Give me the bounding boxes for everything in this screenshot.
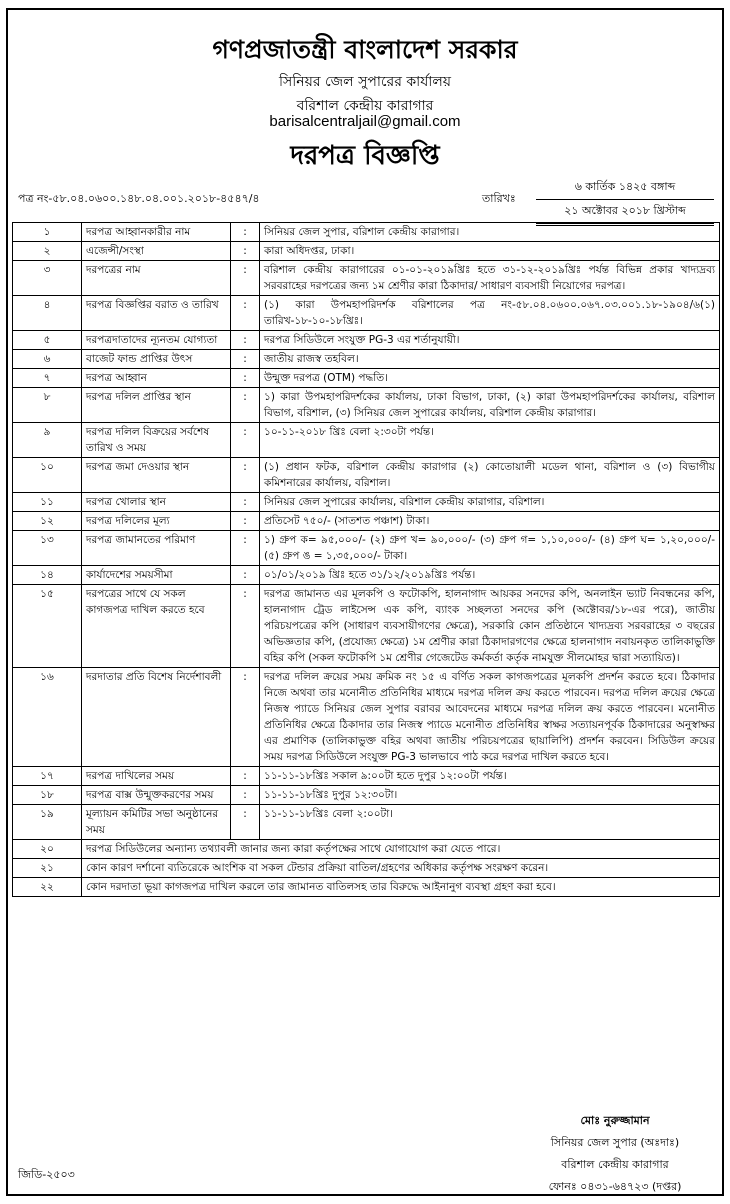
table-row (13, 423, 720, 458)
row-value: প্রতিসেট ৭৫০/- (সাতশত পঞ্চাশ) টাকা। (260, 512, 720, 531)
table-row (13, 458, 720, 493)
row-number: ২ (13, 242, 82, 261)
row-value: কারা অধিদপ্তর, ঢাকা। (260, 242, 720, 261)
row-value: দরপত্র সিডিউলে সংযুক্ত PG-3 এর শর্তানুযায়ী। (260, 331, 720, 350)
government-heading: গণপ্রজাতন্ত্রী বাংলাদেশ সরকার (212, 35, 518, 64)
table-row (13, 388, 720, 423)
row-label: দরপত্রের সাথে যে সকল কাগজপত্র দাখিল করতে হবে (82, 585, 231, 668)
row-label: দরপত্র বাক্স উন্মুক্তকরণের সময় (82, 786, 231, 805)
office-name: সিনিয়র জেল সুপারের কার্যালয় (278, 74, 452, 90)
table-row (13, 668, 720, 767)
row-label: দরপত্র দলিলের মূল্য (82, 512, 231, 531)
date-bangla: ৬ কার্তিক ১৪২৫ বঙ্গাব্দ (536, 176, 714, 200)
row-label: দরপত্র দাখিলের সময় (82, 767, 231, 786)
row-value: ১১-১১-১৮খ্রিঃ দুপুর ১২:৩০টা। (260, 786, 720, 805)
row-colon: : (231, 458, 260, 493)
row-colon: : (231, 223, 260, 242)
row-label: দরপত্রের নাম (82, 261, 231, 296)
row-number: ১২ (13, 512, 82, 531)
note-number: ২২ (13, 878, 82, 897)
notice-title: দরপত্র বিজ্ঞপ্তি (290, 141, 440, 171)
row-number: ১৯ (13, 805, 82, 840)
row-colon: : (231, 388, 260, 423)
row-colon: : (231, 493, 260, 512)
row-value: ০১/০১/২০১৯ খ্রিঃ হতে ৩১/১২/২০১৯খ্রিঃ পর্যন্ত। (260, 566, 720, 585)
date-english: ২১ অক্টোবর ২০১৮ খ্রিস্টাব্দ (536, 200, 714, 226)
row-colon: : (231, 531, 260, 566)
table-row (13, 242, 720, 261)
row-number: ৬ (13, 350, 82, 369)
row-label: দরপত্র জামানতের পরিমাণ (82, 531, 231, 566)
row-value: বরিশাল কেন্দ্রীয় কারাগারের ০১-০১-২০১৯খ্রিঃ হতে ৩১-১২-২০১৯খ্রিঃ পর্যন্ত বিভিন্ন প্রকার খাদ্যদ্রব্য সরবরাহের দরপত্রের জন্য ১ম শ্রেণীর কারা ঠিকাদার/ সাধারণ ব্যবসায়ী নিয়োগের দরপত্র। (260, 261, 720, 296)
table-row (13, 566, 720, 585)
row-value: ১১-১১-১৮খ্রিঃ সকাল ৯:০০টা হতে দুপুর ১২:০০টা পর্যন্ত। (260, 767, 720, 786)
row-number: ১৮ (13, 786, 82, 805)
row-label: দরপত্র খোলার স্থান (82, 493, 231, 512)
row-label: দরপত্রদাতাদের ন্যূনতম যোগ্যতা (82, 331, 231, 350)
row-label: দরপত্র আহ্বানকারীর নাম (82, 223, 231, 242)
note-text: কোন দরদাতা ভূয়া কাগজপত্র দাখিল করলে তার জামানত বাতিলসহ তার বিরুদ্ধে আইনানুগ ব্যবস্থা গ্রহণ করা হবে। (82, 878, 720, 897)
note-row (13, 840, 720, 859)
table-row (13, 531, 720, 566)
row-label: দরপত্র দলিল প্রাপ্তির স্থান (82, 388, 231, 423)
row-number: ১৩ (13, 531, 82, 566)
table-row (13, 585, 720, 668)
signatory-office: বরিশাল কেন্দ্রীয় কারাগার (561, 1158, 669, 1171)
row-colon: : (231, 350, 260, 369)
row-label: দরপত্র আহ্বান (82, 369, 231, 388)
table-row (13, 223, 720, 242)
row-colon: : (231, 767, 260, 786)
row-value: সিনিয়র জেল সুপার, বরিশাল কেন্দ্রীয় কারাগার। (260, 223, 720, 242)
row-number: ১৬ (13, 668, 82, 767)
row-colon: : (231, 585, 260, 668)
row-number: ১ (13, 223, 82, 242)
table-row (13, 331, 720, 350)
gd-number: জিডি-২৫০৩ (18, 1168, 75, 1181)
row-colon: : (231, 242, 260, 261)
tender-table (12, 222, 720, 897)
row-colon: : (231, 786, 260, 805)
note-text: দরপত্র সিডিউলের অন্যান্য তথ্যাবলী জানার জন্য কারা কর্তৃপক্ষের সাথে যোগাযোগ করা যেতে পারে। (82, 840, 720, 859)
table-row (13, 369, 720, 388)
table-row (13, 350, 720, 369)
row-colon: : (231, 369, 260, 388)
row-label: কার্যাদেশের সময়সীমা (82, 566, 231, 585)
note-number: ২০ (13, 840, 82, 859)
date-block (536, 176, 714, 226)
row-number: ৪ (13, 296, 82, 331)
row-label: বাজেট ফান্ড প্রাপ্তির উৎস (82, 350, 231, 369)
row-colon: : (231, 423, 260, 458)
row-label: দরপত্র দলিল বিক্রয়ের সর্বশেষ তারিখ ও সময় (82, 423, 231, 458)
row-colon: : (231, 296, 260, 331)
row-label: দরপত্র জমা দেওয়ার স্থান (82, 458, 231, 493)
row-colon: : (231, 261, 260, 296)
table-row (13, 493, 720, 512)
row-colon: : (231, 331, 260, 350)
row-number: ১৭ (13, 767, 82, 786)
row-value: উন্মুক্ত দরপত্র (OTM) পদ্ধতি। (260, 369, 720, 388)
table-row (13, 805, 720, 840)
note-row (13, 878, 720, 897)
row-number: ১৫ (13, 585, 82, 668)
row-value: ১১-১১-১৮খ্রিঃ বেলা ২:০০টা। (260, 805, 720, 840)
table-row (13, 296, 720, 331)
row-label: মূল্যায়ন কমিটির সভা অনুষ্ঠানের সময় (82, 805, 231, 840)
row-label: দরপত্র বিজ্ঞপ্তির বরাত ও তারিখ (82, 296, 231, 331)
row-colon: : (231, 668, 260, 767)
table-row (13, 767, 720, 786)
row-label: দরদাতার প্রতি বিশেষ নির্দেশাবলী (82, 668, 231, 767)
row-value: সিনিয়র জেল সুপারের কার্যালয়, বরিশাল কেন্দ্রীয় কারাগার, বরিশাল। (260, 493, 720, 512)
row-colon: : (231, 805, 260, 840)
row-label: এজেন্সী/সংস্থা (82, 242, 231, 261)
prison-name: বরিশাল কেন্দ্রীয় কারাগার (296, 98, 434, 114)
memo-number: পত্র নং-৫৮.০৪.০৬০০.১৪৮.০৪.০০১.২০১৮-৪৫৪৭/৪ (18, 192, 260, 205)
row-number: ১১ (13, 493, 82, 512)
email-address[interactable]: barisalcentraljail@gmail.com (269, 113, 461, 130)
note-row (13, 859, 720, 878)
row-value: ১) গ্রুপ ক= ৯৫,০০০/- (২) গ্রুপ খ= ৯০,০০০/- (৩) গ্রুপ গ= ১,১০,০০০/- (৪) গ্রুপ ঘ= ১,২০,০০০/- (৫) গ্রুপ ঙ = ১,৩৫,০০০/- টাকা। (260, 531, 720, 566)
row-value: ১) কারা উপমহাপরিদর্শকের কার্যালয়, ঢাকা বিভাগ, ঢাকা, (২) কারা উপমহাপরিদর্শকের কার্যালয়, বরিশাল বিভাগ, বরিশাল, (৩) সিনিয়র জেল সুপারের কার্যালয়, বরিশাল কেন্দ্রীয় কারাগার। (260, 388, 720, 423)
row-value: (১) কারা উপমহাপরিদর্শক বরিশালের পত্র নং-৫৮.০৪.০৬০০.০৬৭.০৩.০০১.১৮-১৯০৪/৬(১) তারিখ-১৮-১০-১৮খ্রিঃ। (260, 296, 720, 331)
note-number: ২১ (13, 859, 82, 878)
row-value: দরপত্র দলিল ক্রয়ের সময় ক্রমিক নং ১৫ এ বর্ণিত সকল কাগজপত্রের মূলকপি প্রদর্শন করতে হবে। ঠিকাদার নিজে অথবা তার মনোনীত প্রতিনিধির মাধ্যমে দরপত্র দলিল ক্রয় করতে পারবেন। দরপত্র দলিল ক্রয়ের ক্ষেত্রে নিজস্ব প্যাডে সিনিয়র জেল সুপার বরাবর আবেদনের মাধ্যমে দরপত্র দলিল ক্রয় করতে পারবেন। মনোনীত প্রতিনিধির ক্ষেত্রে ঠিকাদার তার নিজস্ব প্যাডে মনোনীত প্রতিনিধির স্বাক্ষর সত্যায়নপূর্বক ঠিকাদারের অনুস্বাক্ষর এর প্রমাণিক (তালিকাভুক্ত বহির অথবা জাতীয় পরিচয়পত্রের ছায়ালিপি) প্রদর্শন করবেন। সিডিউল ক্রয়ের সময় দরপত্র সিডিউলে সংযুক্ত PG-3 ভালভাবে পাঠ করে দরপত্র দাখিল করতে হবে। (260, 668, 720, 767)
table-row (13, 786, 720, 805)
row-colon: : (231, 512, 260, 531)
table-row (13, 512, 720, 531)
signatory-name: মোঃ নুরুজ্জামান (580, 1114, 650, 1127)
signature-block (520, 1110, 710, 1198)
table-row (13, 261, 720, 296)
row-value: জাতীয় রাজস্ব তহবিল। (260, 350, 720, 369)
signatory-phone: ফোনঃ ০৪৩১-৬৪৭২৩ (দপ্তর) (548, 1180, 682, 1193)
row-value: ১০-১১-২০১৮ খ্রিঃ বেলা ২:৩০টা পর্যন্ত। (260, 423, 720, 458)
row-number: ১০ (13, 458, 82, 493)
row-value: দরপত্র জামানত এর মূলকপি ও ফটোকপি, হালনাগাদ আয়কর সনদের কপি, অনলাইন ভ্যাট নিবন্ধনের কপি, হালনাগাদ ট্রেড লাইসেন্স এক কপি, ব্যাংক সচ্ছলতা সনদের কপি (অক্টোবর/১৮-এর পরে), জাতীয় পরিচয়পত্রের কপি (সাধারণ ব্যবসায়ীগণের ক্ষেত্রে), সরকারি কোন প্রতিষ্ঠানে খাদ্যদ্রব্য সরবরাহের ৩ বছরের অভিজ্ঞতার কপি, (প্রযোজ্য ক্ষেত্রে) ১ম শ্রেণীর কারা ঠিকাদারগণের ক্ষেত্রে হালনাগাদ নবায়নকৃত তালিকাভুক্তি বহির কপি (সকল ফটোকপি ১ম শ্রেণীর গেজেটেড কর্মকর্তা কর্তৃক নামযুক্ত সীলমোহর দ্বারা সত্যায়িত)। (260, 585, 720, 668)
row-number: ৭ (13, 369, 82, 388)
row-number: ৫ (13, 331, 82, 350)
row-number: ৩ (13, 261, 82, 296)
date-label: তারিখঃ (482, 192, 516, 205)
note-text: কোন কারণ দর্শানো ব্যতিরেকে আংশিক বা সকল টেন্ডার প্রক্রিয়া বাতিল/গ্রহণের অধিকার কর্তৃপক্ষ সংরক্ষণ করেন। (82, 859, 720, 878)
row-number: ৯ (13, 423, 82, 458)
row-value: (১) প্রধান ফটক, বরিশাল কেন্দ্রীয় কারাগার (২) কোতোয়ালী মডেল থানা, বরিশাল ও (৩) বিভাগীয় কমিশনারের কার্যালয়, বরিশাল। (260, 458, 720, 493)
row-number: ১৪ (13, 566, 82, 585)
signatory-designation: সিনিয়র জেল সুপার (অঃদাঃ) (550, 1136, 680, 1149)
row-number: ৮ (13, 388, 82, 423)
row-colon: : (231, 566, 260, 585)
